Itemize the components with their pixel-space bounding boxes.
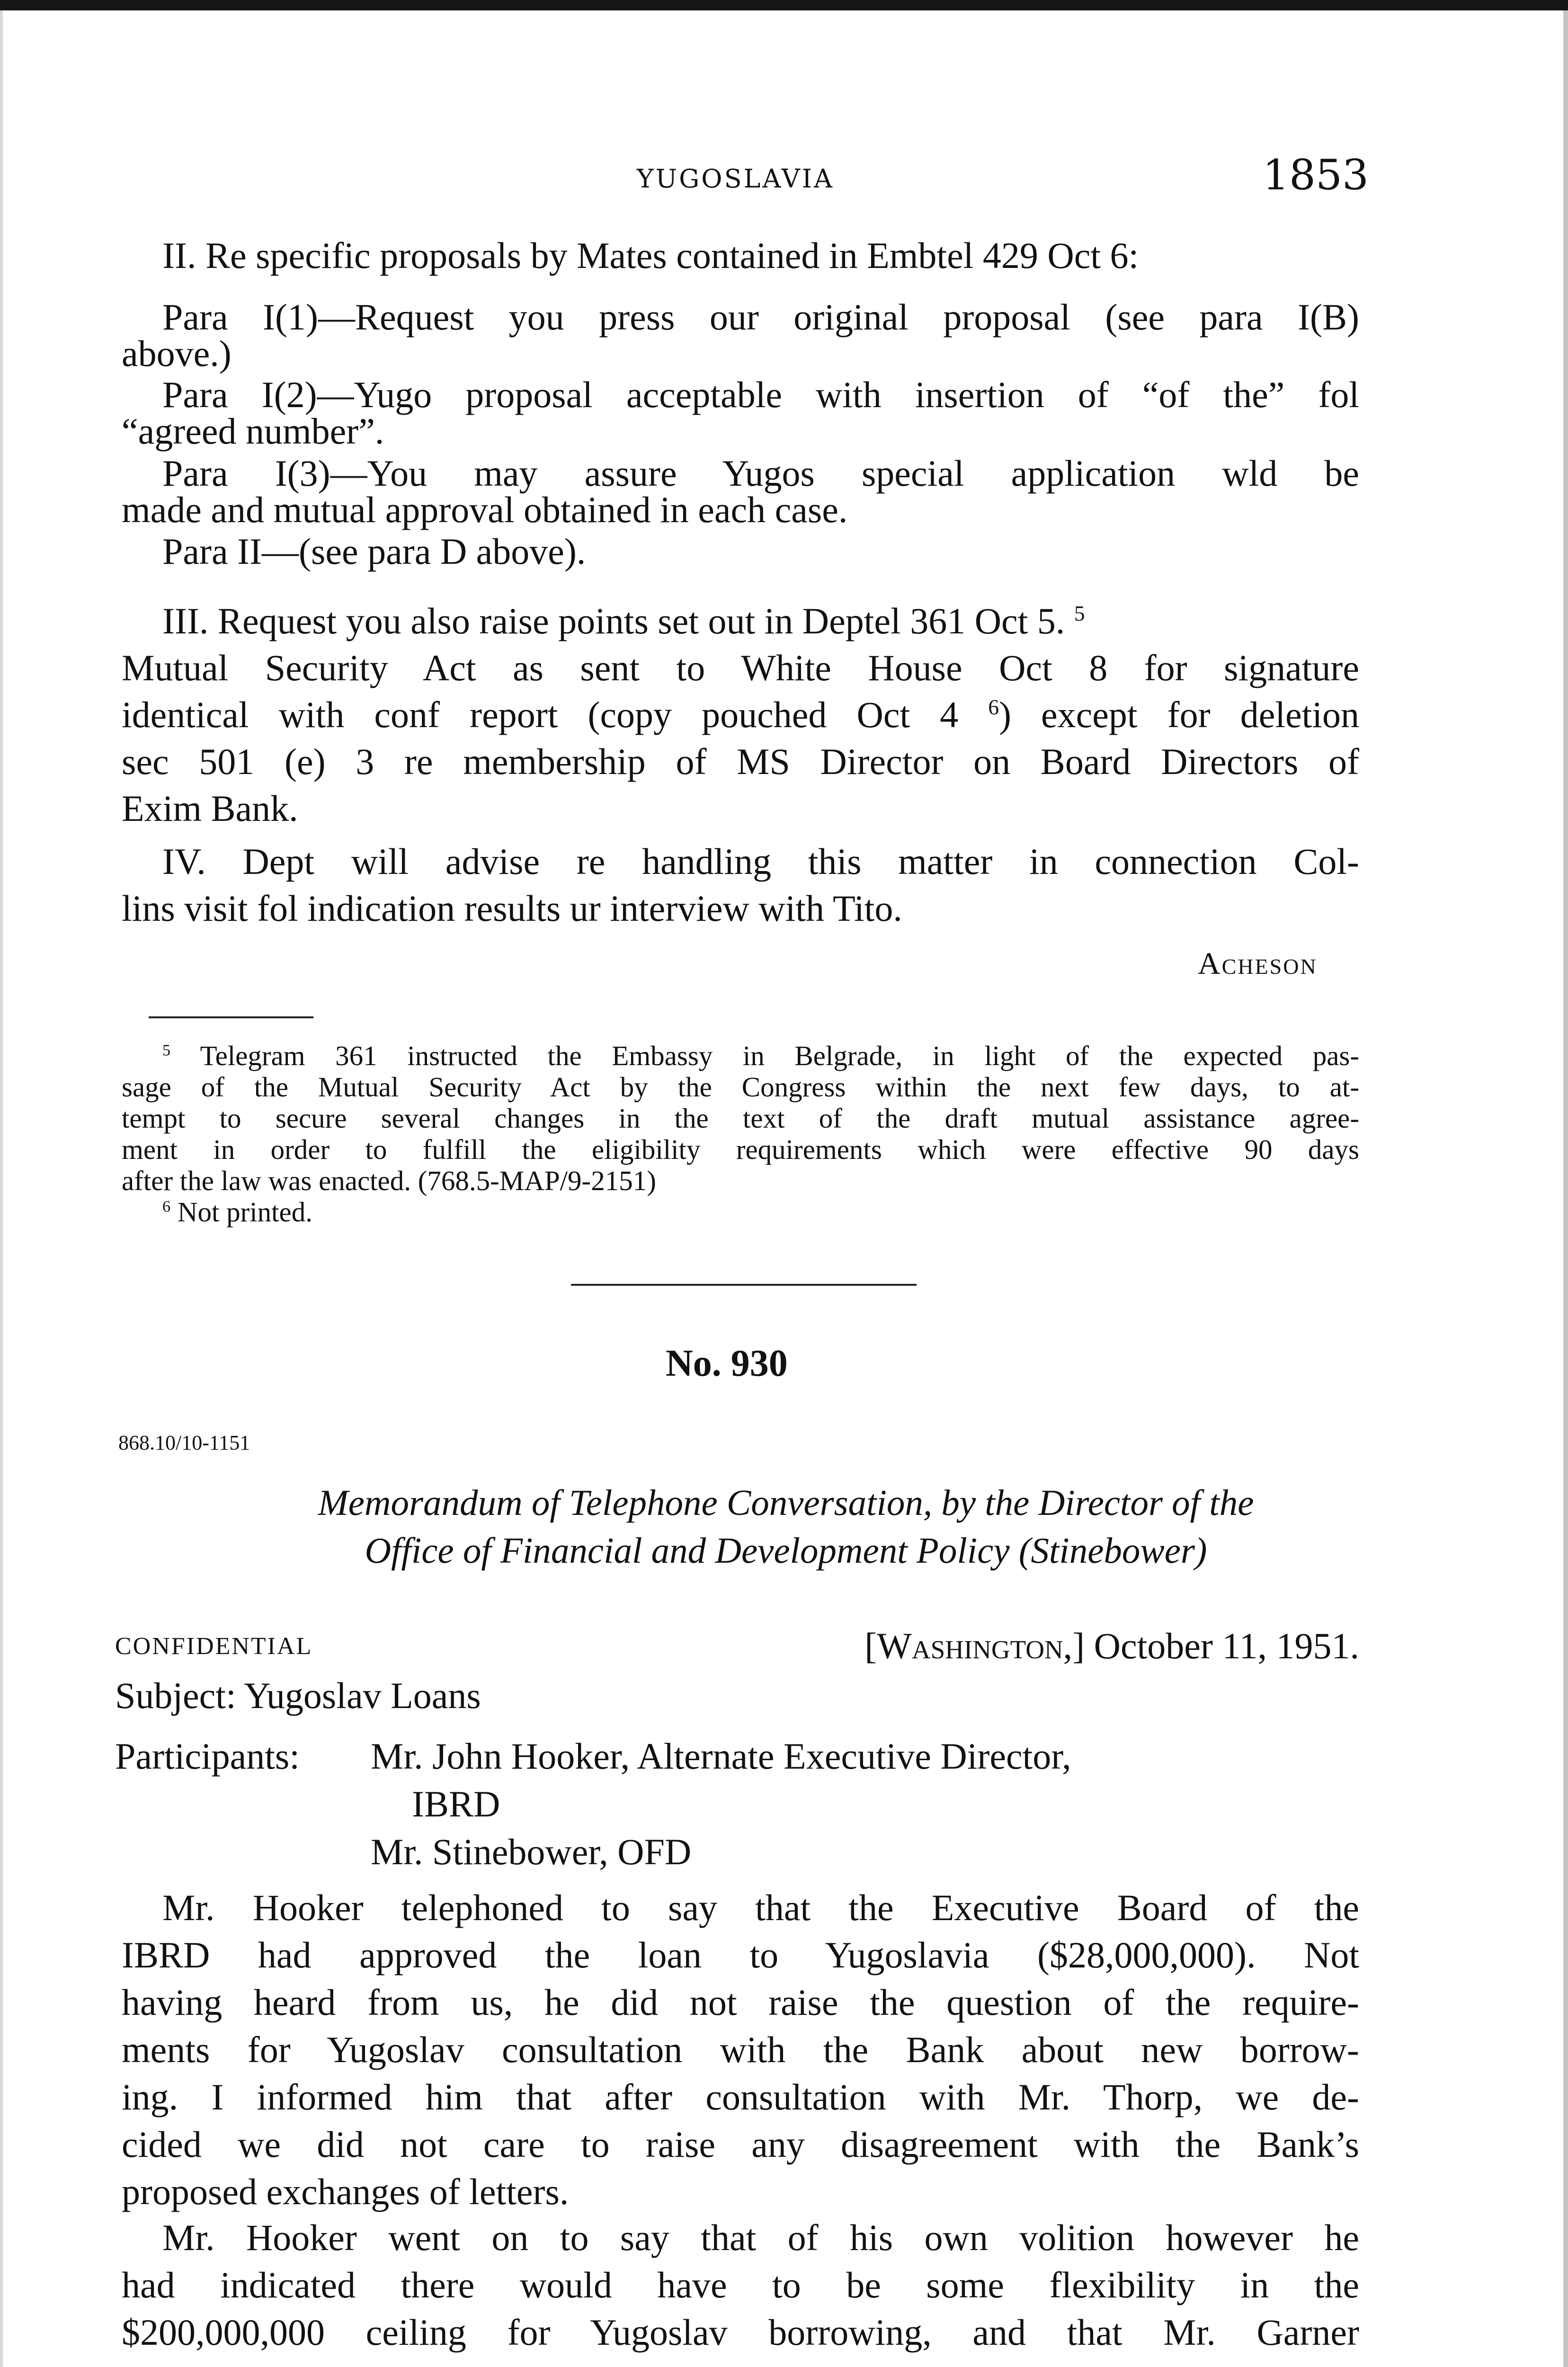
signature: Acheson [1198,946,1318,981]
para-i2-line2: “agreed number”. [122,410,384,452]
date: October 11, 1951. [1094,1625,1359,1666]
footnote-5-line3: tempt to secure several changes in the text of the draft mutual assistance agree- [122,1103,1359,1134]
p1-line5: ing. I informed him that after consultation with Mr. Thorp, we de- [122,2076,1359,2118]
footnote-ref-6: 6 [988,695,999,719]
participant-1-line2: IBRD [412,1783,500,1824]
para-i3-line2: made and mutual approval obtained in each case. [122,489,848,530]
subject-line: Subject: Yugoslav Loans [115,1675,481,1716]
document-number: No. 930 [666,1343,788,1384]
section-iii-line3a: identical with conf report (copy pouched Oct 4 [122,694,959,735]
section-iii-line4: sec 501 (e) 3 re membership of MS Director on Board Directors of [122,741,1359,782]
para-i3-line1: Para I(3)—You may assure Yugos special application wld be [162,453,1359,494]
section-iii-line1 [162,597,1359,644]
classification: CONFIDENTIAL [115,1633,313,1660]
section-iii-line2: Mutual Security Act as sent to White House Oct 8 for signature [122,647,1359,688]
footnote-rule [149,1016,313,1018]
p2-line3: $200,000,000 ceiling for Yugoslav borrowing, and that Mr. Garner [122,2312,1359,2353]
para-i2-line1: Para I(2)—Yugo proposal acceptable with insertion of “of the” fol [162,374,1359,415]
p1-line3: having heard from us, he did not raise the question of the require- [122,1982,1359,2023]
participant-1-line1: Mr. John Hooker, Alternate Executive Director, [371,1735,1071,1777]
p1-line1: Mr. Hooker telephoned to say that the Executive Board of the [162,1887,1359,1928]
section-iii-line3 [122,691,1359,738]
scan-top-border [0,0,1568,10]
footnote-6 [162,1196,1359,1228]
dateline [864,1625,1359,1667]
document-title-line2: Office of Financial and Development Policy (Stinebower) [365,1530,1207,1571]
running-head: YUGOSLAVIA [637,164,835,194]
p2-line2: had indicated there would have to be some flexibility in the [122,2264,1359,2305]
footnote-5-line2: sage of the Mutual Security Act by the Congress within the next few days, to at- [122,1071,1359,1103]
section-iii-line3b: ) except for deletion [998,694,1359,735]
footnote-ref-5: 5 [1074,601,1085,625]
scan-right-edge [1563,10,1568,2367]
section-iii-line1-text: III. Request you also raise points set out in Deptel 361 Oct 5. [162,600,1065,641]
scan-left-edge [0,10,3,2367]
file-reference: 868.10/10-1151 [118,1431,250,1454]
footnote-5-line4: ment in order to fulfill the eligibility requirements which were effective 90 days [122,1134,1359,1165]
para-i1-line1: Para I(1)—Request you press our original proposal (see para I(B) [162,296,1359,338]
section-iv-line1: IV. Dept will advise re handling this matter in connection Col- [162,841,1359,882]
section-iii-line5: Exim Bank. [122,788,298,829]
p2-line1: Mr. Hooker went on to say that of his own volition however he [162,2217,1359,2258]
para-ii: Para II—(see para D above). [162,531,586,572]
p1-line7: proposed exchanges of letters. [122,2171,569,2212]
footnote-6-text: Not printed. [177,1196,312,1228]
footnote-5-number: 5 [162,1041,171,1059]
document-title-line1: Memorandum of Telephone Conversation, by the Director of the [318,1482,1254,1523]
section-divider [571,1284,917,1286]
place: [Washington,] [864,1625,1085,1666]
footnote-5-line1 [162,1040,1359,1071]
participant-2: Mr. Stinebower, OFD [371,1831,692,1872]
participants-label: Participants: [115,1735,300,1777]
section-ii-heading: II. Re specific proposals by Mates contained in Embtel 429 Oct 6: [162,235,1139,276]
page-number: 1853 [1263,151,1369,199]
footnote-5-text1: Telegram 361 instructed the Embassy in Belgrade, in light of the expected pas- [200,1040,1359,1071]
p1-line4: ments for Yugoslav consultation with the Bank about new borrow- [122,2029,1359,2070]
p1-line6: cided we did not care to raise any disagreement with the Bank’s [122,2124,1359,2165]
para-i1-line2: above.) [122,333,232,374]
section-iv-line2: lins visit fol indication results ur interview with Tito. [122,888,902,929]
footnote-6-number: 6 [162,1198,171,1216]
p1-line2: IBRD had approved the loan to Yugoslavia ($28,000,000). Not [122,1934,1359,1975]
footnote-5-line5: after the law was enacted. (768.5-MAP/9-2151) [122,1165,656,1196]
